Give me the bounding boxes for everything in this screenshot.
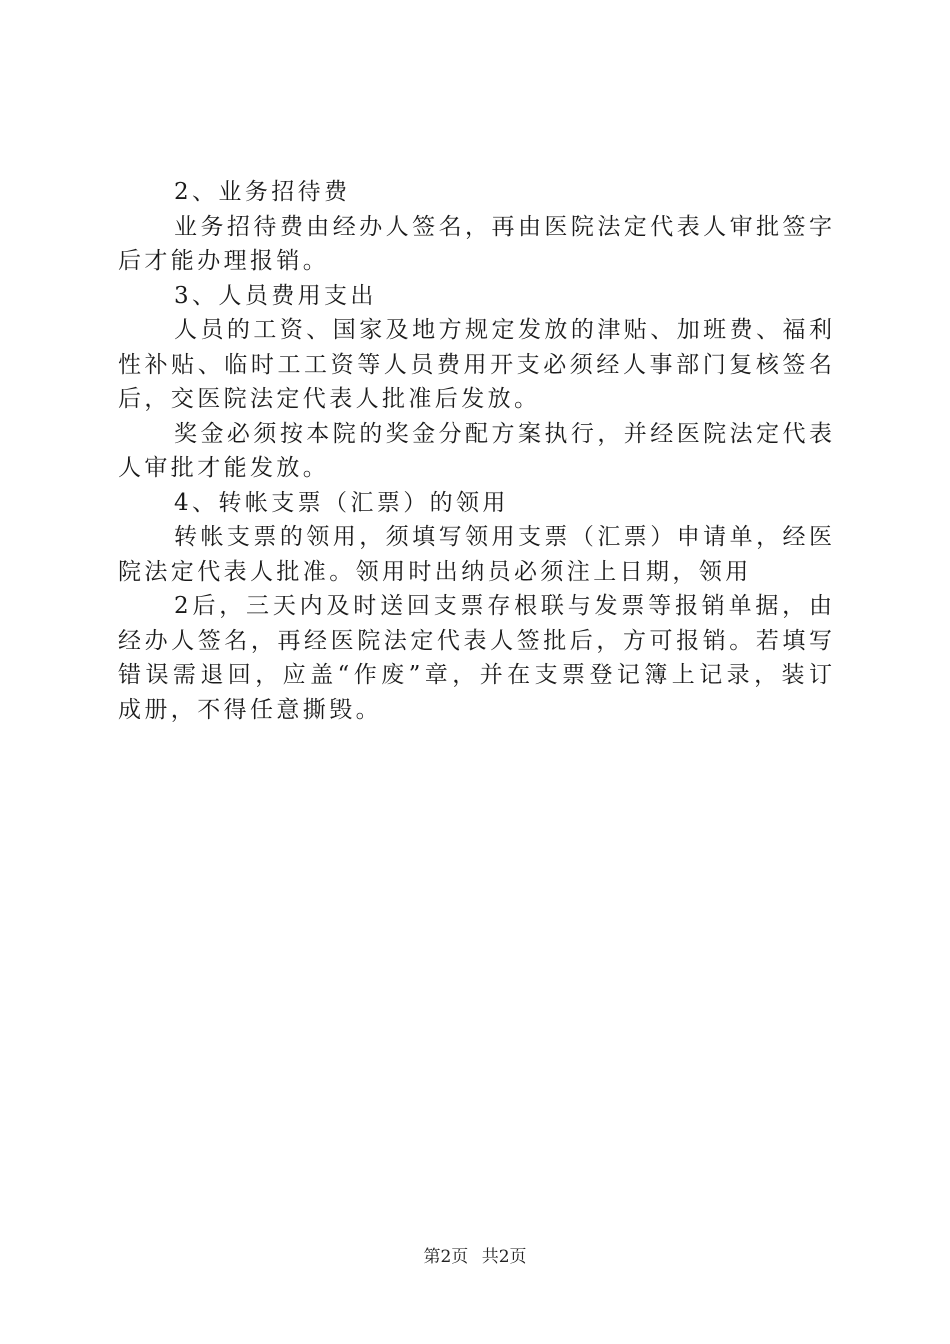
section-heading-4: 4、转帐支票（汇票）的领用 — [174, 489, 509, 516]
paragraph-line: 后才能办理报销。 — [118, 248, 330, 274]
paragraph-line: 错误需退回，应盖“作废”章，并在支票登记簿上记录，装订 — [118, 662, 832, 688]
section-heading-2: 2、业务招待费 — [174, 179, 351, 205]
page-total: 共2页 — [481, 1247, 527, 1267]
page-number: 第2页 — [423, 1247, 469, 1267]
paragraph-line: 院法定代表人批准。领用时出纳员必须注上日期，领用 — [118, 558, 752, 585]
paragraph-line: 奖金必须按本院的奖金分配方案执行，并经医院法定代表 — [174, 420, 832, 447]
paragraph-line: 经办人签名，再经医院法定代表人签批后，方可报销。若填写 — [118, 627, 832, 654]
paragraph-line: 人审批才能发放。 — [118, 455, 330, 481]
paragraph-line: 2后，三天内及时送回支票存根联与发票等报销单据，由 — [174, 593, 832, 619]
paragraph-line: 业务招待费由经办人签名，再由医院法定代表人审批签字 — [174, 213, 832, 240]
paragraph-line: 后，交医院法定代表人批准后发放。 — [118, 386, 541, 412]
paragraph-line: 人员的工资、国家及地方规定发放的津贴、加班费、福利 — [174, 317, 832, 343]
document-body — [118, 175, 832, 727]
section-heading-3: 3、人员费用支出 — [174, 282, 377, 309]
paragraph-line: 性补贴、临时工工资等人员费用开支必须经人事部门复核签名 — [118, 351, 832, 378]
paragraph-line: 转帐支票的领用，须填写领用支票（汇票）申请单，经医 — [174, 524, 832, 550]
page-footer — [0, 1242, 950, 1267]
paragraph-line: 成册，不得任意撕毁。 — [118, 696, 382, 723]
